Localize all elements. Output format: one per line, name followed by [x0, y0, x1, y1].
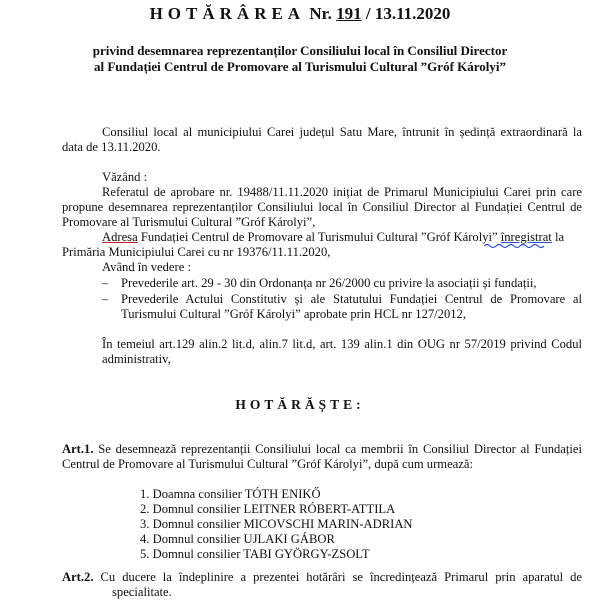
referat-line-3: Promovare al Turismului Cultural ”Gróf Károlyi”, [62, 215, 316, 229]
adresa-mid: Fundației Centrul de Promovare al Turismului Cultural ”Gróf Károlyi” [137, 230, 501, 244]
referat-line-2: propune desemnarea reprezentanților Consiliului local în Consiliul Director al Fundației Centrul de [62, 200, 582, 214]
adresa-end: la [551, 230, 565, 244]
title-number: 191 [336, 4, 362, 23]
referat-line-1: Referatul de aprobare nr. 19488/11.11.2020 inițiat de Primarul Municipiului Carei prin care [102, 185, 582, 199]
art2-line-1 [62, 570, 582, 585]
title-word: HOTĂRÂREA [149, 4, 306, 23]
member-item-5: 5. Domnul consilier TABI GYÖRGY-ZSOLT [140, 547, 370, 561]
bullet-dash-1: – [102, 276, 109, 290]
art1-line-2: Centrul de Promovare al Turismului Cultural ”Gróf Károlyi”, după cum urmează: [62, 457, 473, 471]
subtitle-line-2: al Fundației Centrul de Promovare al Turismului Cultural ”Gróf Károlyi” [93, 59, 507, 74]
art2-line-2: specialitate. [112, 585, 172, 599]
art1-line-1 [62, 442, 582, 457]
member-item-2: 2. Domnul consilier LEITNER RÓBERT-ATTILA [140, 502, 396, 516]
member-item-4: 4. Domnul consilier UJLAKI GÁBOR [140, 532, 335, 546]
bullet-dash-2: – [102, 292, 109, 306]
adresa-line-2: Primăria Municipiului Carei cu nr 19376/11.11.2020, [62, 245, 331, 259]
art2-text: Cu ducere la îndeplinire a prezentei hotărâri se încredințează Primarul prin aparatul de [93, 570, 582, 584]
subtitle-line-1: privind desemnarea reprezentanților Consiliului local în Consiliul Director [92, 43, 508, 58]
title-date: / 13.11.2020 [361, 4, 451, 23]
adresa-word: Adresa [102, 230, 138, 244]
intro-line-1: Consiliul local al municipiului Carei județul Satu Mare, întrunit în ședință extraordinară la [102, 125, 582, 139]
art1-text: Se desemnează reprezentanții Consiliului local ca membrii în Consiliul Director al Fundației [93, 442, 582, 456]
bullet-2-line-2: Turismului Cultural ”Gróf Károlyi” aprobate prin HCL nr 127/2012, [121, 307, 466, 321]
vazand-label: Văzând : [102, 170, 148, 184]
intro-line-2: data de 13.11.2020. [62, 140, 161, 154]
avand-label: Având în vedere : [102, 260, 191, 274]
bullet-1: Prevederile art. 29 - 30 din Ordonanța nr 26/2000 cu privire la asociații și fundații, [121, 276, 537, 290]
grammar-squiggle [484, 243, 544, 249]
document-title [0, 4, 600, 24]
member-item-1: 1. Doamna consilier TÓTH ENIKŐ [140, 487, 321, 501]
art2-label: Art.2. [62, 570, 94, 584]
bullet-2-line-1: Prevederile Actului Constitutiv și ale Statutului Fundației Centrul de Promovare al [121, 292, 582, 306]
temei-line-2: administrativ, [102, 352, 171, 366]
inregistrat-word: înregistrat [500, 230, 552, 244]
title-nr-label: Nr. [309, 4, 332, 23]
member-item-3: 3. Domnul consilier MICOVSCHI MARIN-ADRIAN [140, 517, 413, 531]
art1-label: Art.1. [62, 442, 94, 456]
temei-line-1: În temeiul art.129 alin.2 lit.d, alin.7 lit.d, art. 139 alin.1 din OUG nr 57/2019 privind Codul [102, 337, 582, 351]
hotaraste-heading: HOTĂRĂȘTE: [235, 397, 365, 412]
